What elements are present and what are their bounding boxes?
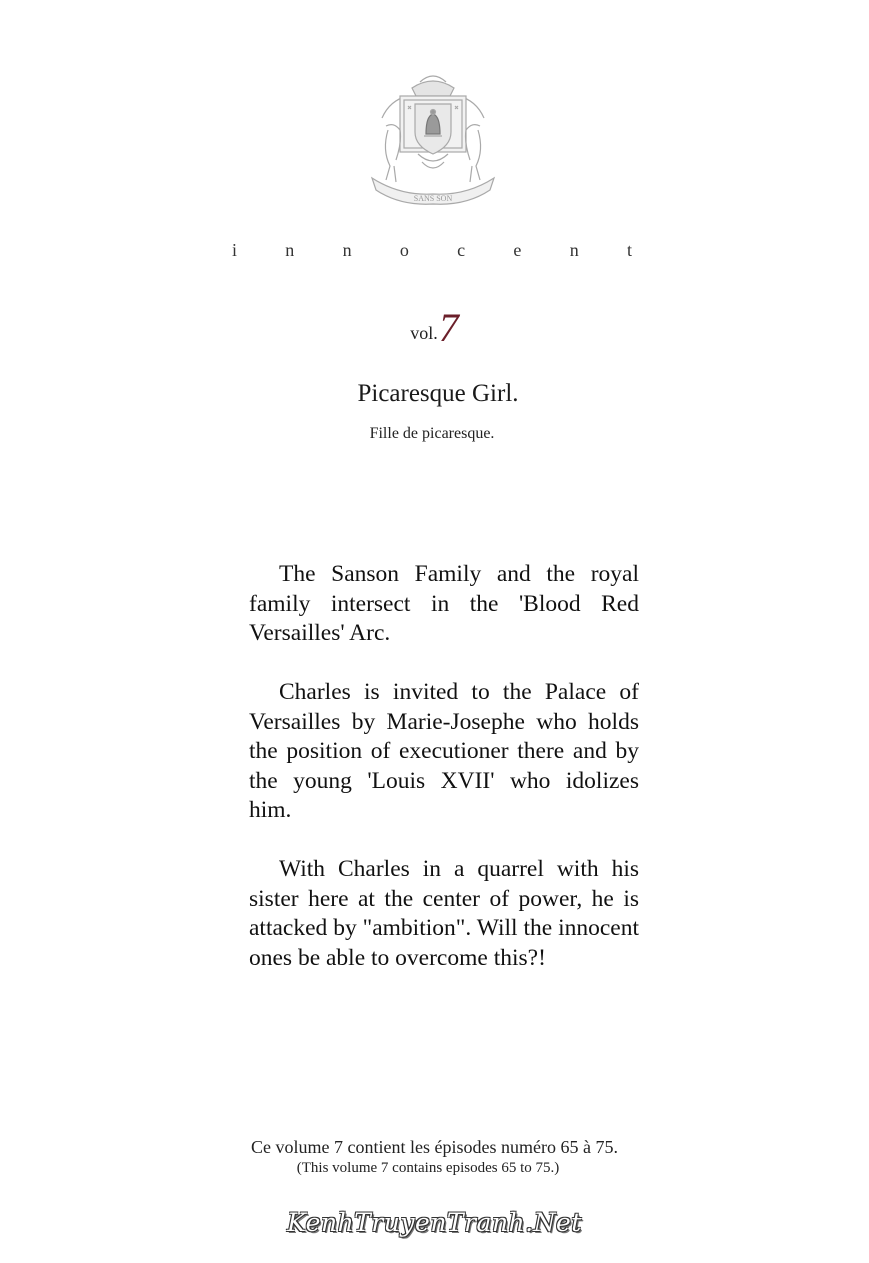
watermark: KenhTruyenTranh.Net [287,1208,582,1237]
series-letter: t [626,240,632,260]
summary-paragraph: Charles is invited to the Palace of Versailles by Marie-Josephe who holds the position of executioner there and by the young 'Louis XVII' who idolizes him. [249,679,639,823]
series-letter: o [399,240,409,260]
summary [249,560,639,973]
crest-motto: SANS SON [413,194,453,203]
series-letter: n [342,240,352,260]
series-letter: n [569,240,579,260]
series-letter: n [285,240,295,260]
coat-of-arms-icon [360,70,506,210]
volume-label: vol. [410,323,438,343]
series-letter: e [513,240,522,260]
chapter-subtitle: Fille de picaresque. [369,425,495,442]
volume-heading [0,304,869,351]
volume-number: 7 [438,305,459,350]
chapter-title: Picaresque Girl. [357,380,519,407]
summary-paragraph: The Sanson Family and the royal family intersect in the 'Blood Red Versailles' Arc. [249,561,639,646]
contents-note-english: (This volume 7 contains episodes 65 to 75.) [296,1160,560,1176]
series-letter: i [232,240,238,260]
contents-note-french: Ce volume 7 contient les épisodes numéro 65 à 75. [251,1137,618,1157]
series-title [232,240,632,261]
summary-paragraph: With Charles in a quarrel with his sister here at the center of power, he is attacked by "ambition". Will the innocent ones be able to overcome this?! [249,856,639,971]
series-letter: c [457,240,466,260]
